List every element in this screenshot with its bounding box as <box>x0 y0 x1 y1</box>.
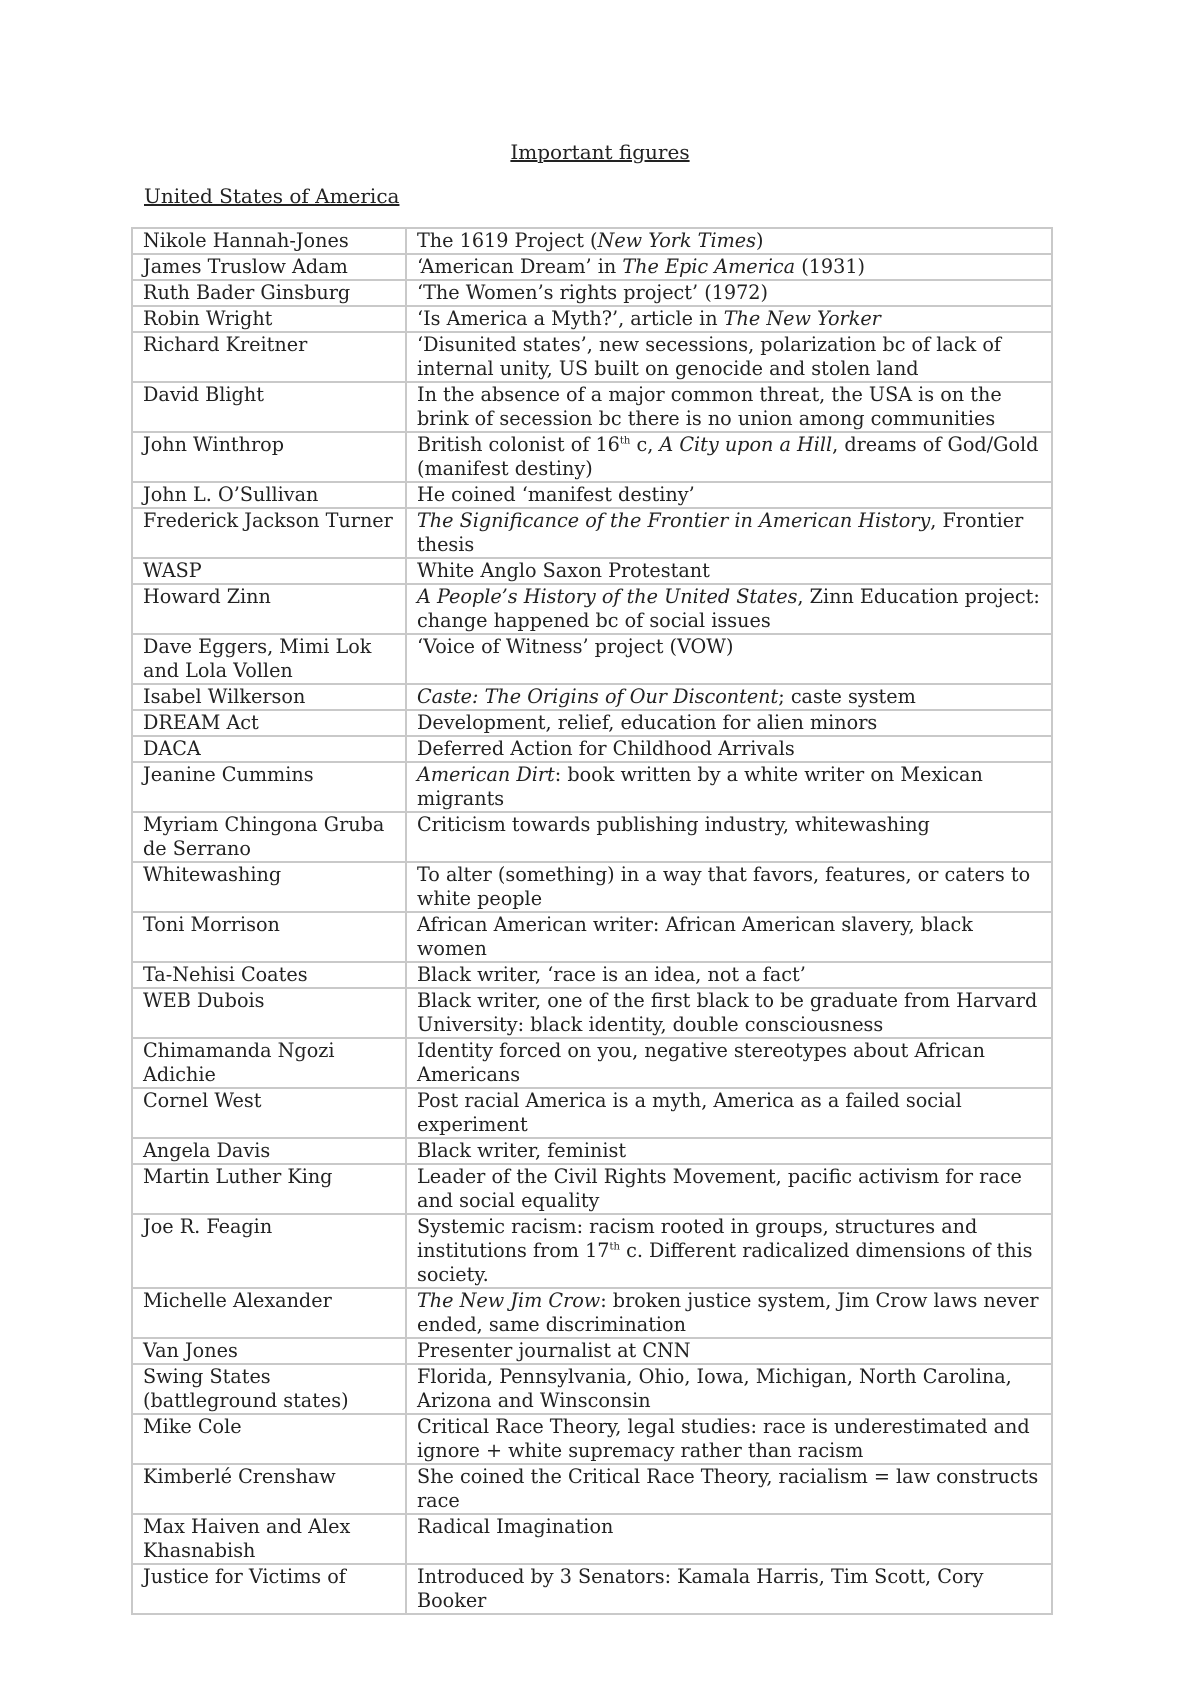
figures-table-body <box>132 228 1052 1614</box>
description-text: Black writer, feminist <box>417 1139 627 1162</box>
figure-description-cell <box>406 382 1052 432</box>
table-row <box>132 382 1052 432</box>
figure-description-cell <box>406 1564 1052 1614</box>
table-row <box>132 254 1052 280</box>
description-italic-text: The New Jim Crow <box>417 1289 601 1312</box>
description-text: , dreams of God/Gold (manifest destiny) <box>417 433 1039 480</box>
figure-name-cell: Joe R. Feagin <box>132 1214 406 1288</box>
figure-description-cell <box>406 634 1052 684</box>
description-text: c, <box>630 433 660 456</box>
figure-name-cell: Jeanine Cummins <box>132 762 406 812</box>
description-italic-text: The Epic America <box>622 255 796 278</box>
figure-name-cell: Frederick Jackson Turner <box>132 508 406 558</box>
description-italic-text: American Dirt <box>417 763 555 786</box>
table-row <box>132 1088 1052 1138</box>
figure-name-cell: Nikole Hannah-Jones <box>132 228 406 254</box>
table-row <box>132 812 1052 862</box>
figure-description-cell <box>406 1038 1052 1088</box>
figure-name-cell: Justice for Victims of <box>132 1564 406 1614</box>
table-row <box>132 228 1052 254</box>
table-row <box>132 1514 1052 1564</box>
description-text: He coined ‘manifest destiny’ <box>417 483 695 506</box>
table-row <box>132 432 1052 482</box>
description-text: c. Different radicalized dimensions of this society. <box>417 1239 1033 1286</box>
table-row <box>132 306 1052 332</box>
figure-description-cell <box>406 1088 1052 1138</box>
figure-description-cell <box>406 962 1052 988</box>
description-text: To alter (something) in a way that favors, features, or caters to white people <box>417 863 1031 910</box>
figure-name-cell: Cornel West <box>132 1088 406 1138</box>
figure-description-cell <box>406 1364 1052 1414</box>
figure-name-cell: David Blight <box>132 382 406 432</box>
figure-description-cell <box>406 1138 1052 1164</box>
figure-name-cell: DREAM Act <box>132 710 406 736</box>
figure-name-cell: Ruth Bader Ginsburg <box>132 280 406 306</box>
description-text: African American writer: African American slavery, black women <box>417 913 973 960</box>
table-row <box>132 508 1052 558</box>
table-row <box>132 1038 1052 1088</box>
figure-description-cell <box>406 558 1052 584</box>
figure-description-cell <box>406 912 1052 962</box>
figure-name-cell: Mike Cole <box>132 1414 406 1464</box>
table-row <box>132 684 1052 710</box>
table-row <box>132 710 1052 736</box>
description-text: Leader of the Civil Rights Movement, pacific activism for race and social equality <box>417 1165 1022 1212</box>
description-text: ) <box>755 229 764 252</box>
description-text: Radical Imagination <box>417 1515 614 1538</box>
description-text: (1931) <box>795 255 866 278</box>
figure-description-cell <box>406 762 1052 812</box>
description-text: ‘American Dream’ in <box>417 255 623 278</box>
table-row <box>132 1564 1052 1614</box>
description-italic-text: New York Times <box>597 229 756 252</box>
figure-description-cell <box>406 1414 1052 1464</box>
figure-name-cell: Howard Zinn <box>132 584 406 634</box>
figure-description-cell <box>406 482 1052 508</box>
figure-description-cell <box>406 508 1052 558</box>
table-row <box>132 1464 1052 1514</box>
description-text: , Frontier thesis <box>417 509 1024 556</box>
table-row <box>132 584 1052 634</box>
figure-description-cell <box>406 1338 1052 1364</box>
description-italic-text: Caste: The Origins of Our Discontent <box>417 685 779 708</box>
description-text: The 1619 Project ( <box>417 229 598 252</box>
figure-description-cell <box>406 1288 1052 1338</box>
description-italic-text: The Significance of the Frontier in American History <box>417 509 931 532</box>
figure-description-cell <box>406 988 1052 1038</box>
figure-name-cell: Robin Wright <box>132 306 406 332</box>
description-text: Introduced by 3 Senators: Kamala Harris, Tim Scott, Cory Booker <box>417 1565 984 1612</box>
figure-description-cell <box>406 306 1052 332</box>
figure-name-cell: Kimberlé Crenshaw <box>132 1464 406 1514</box>
description-superscript: th <box>609 1241 620 1253</box>
table-row <box>132 862 1052 912</box>
figures-table <box>131 227 1053 1615</box>
description-text: ‘Is America a Myth?’, article in <box>417 307 724 330</box>
table-row <box>132 1214 1052 1288</box>
table-row <box>132 634 1052 684</box>
description-text: : book written by a white writer on Mexican migrants <box>417 763 983 810</box>
description-text: ‘The Women’s rights project’ (1972) <box>417 281 769 304</box>
table-row <box>132 1164 1052 1214</box>
table-row <box>132 1138 1052 1164</box>
description-italic-text: A People’s History of the United States <box>417 585 798 608</box>
figure-description-cell <box>406 432 1052 482</box>
figure-name-cell: Martin Luther King <box>132 1164 406 1214</box>
figure-description-cell <box>406 1164 1052 1214</box>
figure-description-cell <box>406 254 1052 280</box>
figure-description-cell <box>406 684 1052 710</box>
figure-name-cell: John L. O’Sullivan <box>132 482 406 508</box>
description-superscript: th <box>619 435 631 447</box>
figure-name-cell: WEB Dubois <box>132 988 406 1038</box>
description-italic-text: The New Yorker <box>723 307 881 330</box>
table-row <box>132 558 1052 584</box>
description-text: Presenter journalist at CNN <box>417 1339 691 1362</box>
figure-description-cell <box>406 1464 1052 1514</box>
section-heading: United States of America <box>144 184 400 208</box>
figure-description-cell <box>406 812 1052 862</box>
figure-name-cell: Myriam Chingona Gruba de Serrano <box>132 812 406 862</box>
table-row <box>132 736 1052 762</box>
table-row <box>132 1414 1052 1464</box>
figure-description-cell <box>406 862 1052 912</box>
table-row <box>132 912 1052 962</box>
figure-name-cell: Richard Kreitner <box>132 332 406 382</box>
description-text: ‘Disunited states’, new secessions, polarization bc of lack of internal unity, US built on genocide and stolen land <box>417 333 1002 380</box>
description-text: She coined the Critical Race Theory, racialism = law constructs race <box>417 1465 1039 1512</box>
figure-name-cell: Chimamanda Ngozi Adichie <box>132 1038 406 1088</box>
description-text: Development, relief, education for alien minors <box>417 711 878 734</box>
description-text: Black writer, one of the first black to be graduate from Harvard University: black identity, double consciousness <box>417 989 1038 1036</box>
figure-description-cell <box>406 1514 1052 1564</box>
description-text: Florida, Pennsylvania, Ohio, Iowa, Michigan, North Carolina, Arizona and Winsconsin <box>417 1365 1012 1412</box>
description-text: Black writer, ‘race is an idea, not a fact’ <box>417 963 806 986</box>
figure-name-cell: WASP <box>132 558 406 584</box>
figure-description-cell <box>406 280 1052 306</box>
description-italic-text: A City upon a Hill <box>659 433 833 456</box>
figure-name-cell: Angela Davis <box>132 1138 406 1164</box>
table-row <box>132 1364 1052 1414</box>
figure-name-cell: DACA <box>132 736 406 762</box>
table-row <box>132 762 1052 812</box>
description-text: Critical Race Theory, legal studies: race is underestimated and ignore + white supremacy rather than racism <box>417 1415 1030 1462</box>
table-row <box>132 280 1052 306</box>
description-text: : broken justice system, Jim Crow laws never ended, same discrimination <box>417 1289 1039 1336</box>
description-text: Criticism towards publishing industry, whitewashing <box>417 813 930 836</box>
figure-name-cell: Dave Eggers, Mimi Lok and Lola Vollen <box>132 634 406 684</box>
figure-description-cell <box>406 228 1052 254</box>
table-row <box>132 962 1052 988</box>
figure-name-cell: Van Jones <box>132 1338 406 1364</box>
figure-description-cell <box>406 736 1052 762</box>
figure-name-cell: Toni Morrison <box>132 912 406 962</box>
table-row <box>132 1288 1052 1338</box>
description-text: Identity forced on you, negative stereotypes about African Americans <box>417 1039 985 1086</box>
figure-description-cell <box>406 584 1052 634</box>
figure-description-cell <box>406 710 1052 736</box>
description-text: ; caste system <box>778 685 916 708</box>
description-text: White Anglo Saxon Protestant <box>417 559 710 582</box>
table-row <box>132 988 1052 1038</box>
description-text: Deferred Action for Childhood Arrivals <box>417 737 795 760</box>
figure-name-cell: John Winthrop <box>132 432 406 482</box>
description-text: In the absence of a major common threat, the USA is on the brink of secession bc there is no union among communities <box>417 383 1002 430</box>
figure-name-cell: Whitewashing <box>132 862 406 912</box>
table-row <box>132 482 1052 508</box>
description-text: British colonist of 16 <box>417 433 620 456</box>
figure-name-cell: Max Haiven and Alex Khasnabish <box>132 1514 406 1564</box>
description-text: , Zinn Education project: change happened bc of social issues <box>417 585 1040 632</box>
description-text: Post racial America is a myth, America as a failed social experiment <box>417 1089 962 1136</box>
page-title: Important figures <box>510 140 690 164</box>
figure-name-cell: Swing States (battleground states) <box>132 1364 406 1414</box>
table-row <box>132 332 1052 382</box>
figure-name-cell: Isabel Wilkerson <box>132 684 406 710</box>
figure-description-cell <box>406 332 1052 382</box>
figure-name-cell: Michelle Alexander <box>132 1288 406 1338</box>
description-text: ‘Voice of Witness’ project (VOW) <box>417 635 734 658</box>
figure-name-cell: James Truslow Adam <box>132 254 406 280</box>
figure-description-cell <box>406 1214 1052 1288</box>
table-row <box>132 1338 1052 1364</box>
figure-name-cell: Ta-Nehisi Coates <box>132 962 406 988</box>
description-text: Systemic racism: racism rooted in groups, structures and institutions from 17 <box>417 1215 978 1262</box>
